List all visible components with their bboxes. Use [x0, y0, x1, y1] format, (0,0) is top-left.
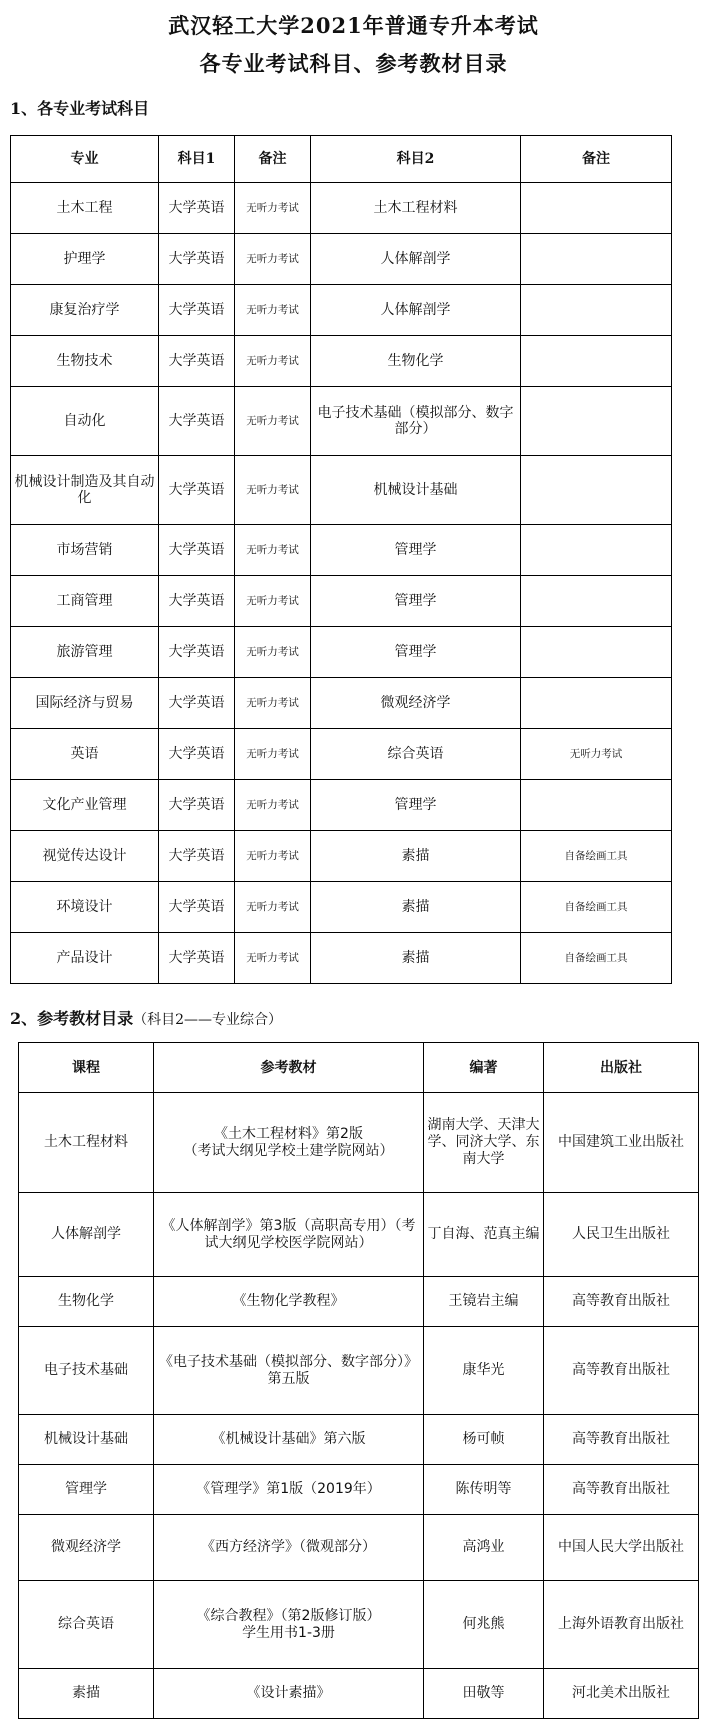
cell-major: 环境设计 — [11, 882, 159, 933]
document-title-line1: 武汉轻工大学2021年普通专升本考试 — [168, 13, 539, 38]
table-row — [19, 1515, 699, 1581]
table-row — [11, 336, 672, 387]
cell-textbook: 《管理学》第1版（2019年） — [154, 1465, 424, 1515]
cell-major: 旅游管理 — [11, 627, 159, 678]
section2-heading — [10, 1006, 282, 1029]
cell-subject2: 机械设计基础 — [311, 456, 521, 525]
cell-course: 人体解剖学 — [19, 1193, 154, 1277]
cell-note1: 无听力考试 — [235, 933, 311, 984]
cell-note1: 无听力考试 — [235, 387, 311, 456]
table-row — [11, 576, 672, 627]
table-row — [11, 780, 672, 831]
cell-subject1: 大学英语 — [159, 882, 235, 933]
cell-subject1: 大学英语 — [159, 933, 235, 984]
cell-subject1: 大学英语 — [159, 525, 235, 576]
cell-author: 田敬等 — [424, 1669, 544, 1719]
cell-publisher: 高等教育出版社 — [544, 1327, 699, 1415]
document-title-line2: 各专业考试科目、参考教材目录 — [199, 51, 508, 76]
cell-note1: 无听力考试 — [235, 285, 311, 336]
cell-subject2: 管理学 — [311, 525, 521, 576]
section1-heading: 1、各专业考试科目 — [10, 99, 150, 118]
header-subject1: 科目1 — [159, 136, 235, 183]
cell-note1: 无听力考试 — [235, 234, 311, 285]
cell-note1: 无听力考试 — [235, 780, 311, 831]
cell-subject2: 综合英语 — [311, 729, 521, 780]
cell-subject2: 素描 — [311, 933, 521, 984]
cell-publisher: 高等教育出版社 — [544, 1277, 699, 1327]
cell-author: 王镜岩主编 — [424, 1277, 544, 1327]
cell-publisher: 人民卫生出版社 — [544, 1193, 699, 1277]
cell-textbook: 《土木工程材料》第2版 （考试大纲见学校土建学院网站） — [154, 1093, 424, 1193]
cell-major: 生物技术 — [11, 336, 159, 387]
table-header-row — [11, 136, 672, 183]
table-row — [11, 285, 672, 336]
cell-major: 文化产业管理 — [11, 780, 159, 831]
cell-note2 — [521, 183, 672, 234]
cell-subject2: 微观经济学 — [311, 678, 521, 729]
cell-subject2: 素描 — [311, 882, 521, 933]
cell-textbook: 《综合教程》（第2版修订版） 学生用书1-3册 — [154, 1581, 424, 1669]
cell-subject1: 大学英语 — [159, 780, 235, 831]
cell-publisher: 河北美术出版社 — [544, 1669, 699, 1719]
cell-textbook: 《设计素描》 — [154, 1669, 424, 1719]
cell-publisher: 上海外语教育出版社 — [544, 1581, 699, 1669]
cell-subject2: 土木工程材料 — [311, 183, 521, 234]
header-textbook: 参考教材 — [154, 1043, 424, 1093]
cell-subject1: 大学英语 — [159, 576, 235, 627]
cell-textbook: 《生物化学教程》 — [154, 1277, 424, 1327]
header-course: 课程 — [19, 1043, 154, 1093]
section2-heading-text: 2、参考教材目录 — [10, 1009, 134, 1028]
cell-publisher: 中国建筑工业出版社 — [544, 1093, 699, 1193]
cell-course: 机械设计基础 — [19, 1415, 154, 1465]
cell-course: 综合英语 — [19, 1581, 154, 1669]
cell-note2: 自备绘画工具 — [521, 933, 672, 984]
cell-subject1: 大学英语 — [159, 285, 235, 336]
cell-subject2: 素描 — [311, 831, 521, 882]
cell-note2 — [521, 285, 672, 336]
cell-author: 何兆熊 — [424, 1581, 544, 1669]
cell-subject1: 大学英语 — [159, 387, 235, 456]
cell-publisher: 高等教育出版社 — [544, 1415, 699, 1465]
cell-course: 微观经济学 — [19, 1515, 154, 1581]
table-row — [19, 1277, 699, 1327]
cell-major: 工商管理 — [11, 576, 159, 627]
cell-author: 陈传明等 — [424, 1465, 544, 1515]
header-note1: 备注 — [235, 136, 311, 183]
cell-note1: 无听力考试 — [235, 882, 311, 933]
cell-major: 英语 — [11, 729, 159, 780]
cell-subject2: 管理学 — [311, 627, 521, 678]
section2-subheading: （科目2——专业综合） — [133, 1012, 283, 1028]
cell-major: 土木工程 — [11, 183, 159, 234]
cell-course: 素描 — [19, 1669, 154, 1719]
cell-textbook: 《机械设计基础》第六版 — [154, 1415, 424, 1465]
cell-publisher: 高等教育出版社 — [544, 1465, 699, 1515]
cell-note1: 无听力考试 — [235, 183, 311, 234]
cell-publisher: 中国人民大学出版社 — [544, 1515, 699, 1581]
cell-note2 — [521, 678, 672, 729]
header-subject2: 科目2 — [311, 136, 521, 183]
cell-note1: 无听力考试 — [235, 729, 311, 780]
cell-major: 视觉传达设计 — [11, 831, 159, 882]
table-row — [19, 1327, 699, 1415]
cell-subject1: 大学英语 — [159, 831, 235, 882]
table-row — [11, 933, 672, 984]
cell-major: 机械设计制造及其自动化 — [11, 456, 159, 525]
cell-note2 — [521, 525, 672, 576]
cell-note1: 无听力考试 — [235, 831, 311, 882]
cell-note1: 无听力考试 — [235, 456, 311, 525]
cell-author: 湖南大学、天津大学、同济大学、东南大学 — [424, 1093, 544, 1193]
cell-subject1: 大学英语 — [159, 234, 235, 285]
table-row — [11, 183, 672, 234]
cell-major: 自动化 — [11, 387, 159, 456]
cell-subject2: 人体解剖学 — [311, 234, 521, 285]
cell-course: 电子技术基础 — [19, 1327, 154, 1415]
cell-note1: 无听力考试 — [235, 576, 311, 627]
table-row — [11, 387, 672, 456]
cell-subject1: 大学英语 — [159, 336, 235, 387]
header-note2: 备注 — [521, 136, 672, 183]
cell-note2: 无听力考试 — [521, 729, 672, 780]
cell-subject1: 大学英语 — [159, 678, 235, 729]
cell-note1: 无听力考试 — [235, 627, 311, 678]
exam-subjects-table — [10, 135, 672, 984]
cell-note1: 无听力考试 — [235, 678, 311, 729]
cell-note2 — [521, 234, 672, 285]
cell-textbook: 《西方经济学》（微观部分） — [154, 1515, 424, 1581]
cell-note1: 无听力考试 — [235, 336, 311, 387]
cell-subject2: 生物化学 — [311, 336, 521, 387]
cell-subject1: 大学英语 — [159, 729, 235, 780]
table-row — [11, 678, 672, 729]
cell-major: 市场营销 — [11, 525, 159, 576]
cell-major: 国际经济与贸易 — [11, 678, 159, 729]
cell-subject2: 电子技术基础（模拟部分、数字部分） — [311, 387, 521, 456]
cell-subject2: 人体解剖学 — [311, 285, 521, 336]
cell-textbook: 《电子技术基础（模拟部分、数字部分）》第五版 — [154, 1327, 424, 1415]
table-row — [19, 1193, 699, 1277]
header-author: 编著 — [424, 1043, 544, 1093]
cell-note2 — [521, 576, 672, 627]
cell-major: 产品设计 — [11, 933, 159, 984]
table-row — [19, 1581, 699, 1669]
cell-subject1: 大学英语 — [159, 456, 235, 525]
cell-course: 管理学 — [19, 1465, 154, 1515]
table-row — [19, 1093, 699, 1193]
cell-course: 生物化学 — [19, 1277, 154, 1327]
header-major: 专业 — [11, 136, 159, 183]
cell-author: 杨可帧 — [424, 1415, 544, 1465]
cell-note2 — [521, 336, 672, 387]
table-row — [11, 882, 672, 933]
cell-subject2: 管理学 — [311, 576, 521, 627]
table-row — [11, 831, 672, 882]
cell-subject1: 大学英语 — [159, 627, 235, 678]
cell-note1: 无听力考试 — [235, 525, 311, 576]
cell-author: 康华光 — [424, 1327, 544, 1415]
cell-subject2: 管理学 — [311, 780, 521, 831]
cell-note2 — [521, 456, 672, 525]
table-row — [19, 1669, 699, 1719]
table-row — [11, 456, 672, 525]
cell-major: 康复治疗学 — [11, 285, 159, 336]
cell-subject1: 大学英语 — [159, 183, 235, 234]
cell-textbook: 《人体解剖学》第3版（高职高专用）（考试大纲见学校医学院网站） — [154, 1193, 424, 1277]
textbook-table — [18, 1042, 699, 1719]
cell-author: 丁自海、范真主编 — [424, 1193, 544, 1277]
table-row — [11, 234, 672, 285]
table-row — [11, 627, 672, 678]
cell-note2 — [521, 627, 672, 678]
cell-note2 — [521, 780, 672, 831]
cell-note2 — [521, 387, 672, 456]
cell-note2: 自备绘画工具 — [521, 831, 672, 882]
header-publisher: 出版社 — [544, 1043, 699, 1093]
table-header-row — [19, 1043, 699, 1093]
cell-course: 土木工程材料 — [19, 1093, 154, 1193]
table-row — [11, 729, 672, 780]
table-row — [11, 525, 672, 576]
cell-note2: 自备绘画工具 — [521, 882, 672, 933]
table-row — [19, 1415, 699, 1465]
cell-major: 护理学 — [11, 234, 159, 285]
table-row — [19, 1465, 699, 1515]
cell-author: 高鸿业 — [424, 1515, 544, 1581]
